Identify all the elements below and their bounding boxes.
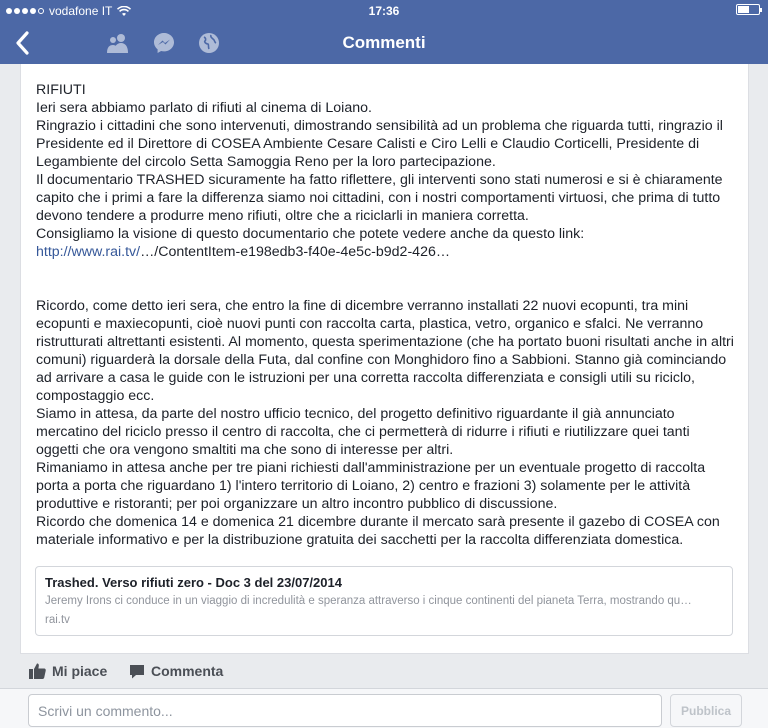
carrier-name: vodafone IT (49, 4, 113, 18)
link-preview-description: Jeremy Irons ci conduce in un viaggio di incredulità e speranza attraverso i cinque continenti del pianeta Terra, mostrando qu… (45, 595, 692, 607)
publish-button[interactable]: Pubblica (670, 694, 742, 727)
comment-button[interactable] (129, 663, 223, 679)
post-actions (0, 654, 768, 688)
status-right (736, 4, 760, 15)
post-paragraph-details: Ricordo, come detto ieri sera, che entro la fine di dicembre verranno installati 22 nuovi ecopunti, tra mini ecopunti e maxiecopunti, cioè nuovi punti con raccolta carta, plastica, vetro, organico e sfalci. Ne verranno ristrutturati altrettanti esistenti. Al momento, questa sperimentazione (che ha portato buoni risultati anche in altri comuni) riguarderà la dorsale della Futa, dal confine con Monghidoro fino a Sabbioni. Stanno già cominciando ad arrivare a casa le guide con le istruzioni per una corretta raccolta differenziata e consigli utili su riciclo, compostaggio ecc. Siamo in attesa, da parte del nostro ufficio tecnico, del progetto definitivo riguardante il già annunciato mercatino del riciclo presso il centro di raccolta, che ci permetterà di ridurre i rifiuti e riutilizzare quei tanti oggetti che ora vengono smaltiti ma che sono di interesse per altri. Rimaniamo in attesa anche per tre piani richiesti dall'amministrazione per un eventuale progetto di raccolta porta a porta che riguardano 1) l'intero territorio di Loiano, 2) centro e frazioni 3) solamente per le attività produttive e ristoranti; per poi organizzare un altro incontro pubblico di discussione. Ricordo che domenica 14 e domenica 21 dicembre durante il mercato sarà presente il gazebo di COSEA con materiale informativo e per la distribuzione gratuita dei sacchetti per la raccolta differenziata domestica. (36, 298, 734, 548)
post-link-rest: …/ContentItem-e198edb3-f40e-4e5c-b9d2-426… (140, 244, 451, 260)
status-time: 17:36 (368, 4, 400, 18)
status-bar (0, 0, 768, 22)
like-label: Mi piace (52, 663, 108, 679)
comment-label: Commenta (151, 663, 224, 679)
link-preview-card[interactable] (35, 566, 733, 636)
battery-icon (736, 4, 760, 15)
post-body (36, 81, 736, 549)
post-card (20, 64, 749, 654)
link-preview-domain: rai.tv (45, 614, 70, 626)
comment-input[interactable] (28, 694, 662, 727)
comment-icon (129, 664, 145, 679)
post-link[interactable]: http://www.rai.tv/ (36, 244, 141, 260)
comment-bar (0, 688, 768, 728)
post-paragraph-intro: RIFIUTI Ieri sera abbiamo parlato di rifiuti al cinema di Loiano. Ringrazio i cittadini che sono intervenuti, dimostrando sensibilità ad un problema che riguarda tutti, ringrazio il Presidente ed il Direttore di COSEA Ambiente Cesare Calisti e Ciro Lelli e Claudio Corticelli, Presidente di Legambiente del circolo Setta Samoggia Reno per la loro partecipazione. Il documentario TRASHED sicuramente ha fatto riflettere, gli interventi sono stati numerosi e si è chiaramente capito che i primi a fare la differenza siamo noi cittadini, con i nostri comportamenti virtuosi, che prima di tutto devono tendere a produrre meno rifiuti, oltre che a riciclarli in maniera corretta. Consigliamo la visione di questo documentario che potete vedere anche da questo link: (36, 82, 723, 242)
post-link-line (36, 243, 736, 261)
like-button[interactable] (29, 663, 107, 679)
page-title: Commenti (342, 33, 426, 52)
link-preview-title[interactable]: Trashed. Verso rifiuti zero - Doc 3 del 23/07/2014 (45, 575, 342, 590)
top-bar (0, 0, 768, 64)
thumbs-up-icon (29, 663, 46, 679)
nav-bar (0, 22, 768, 64)
